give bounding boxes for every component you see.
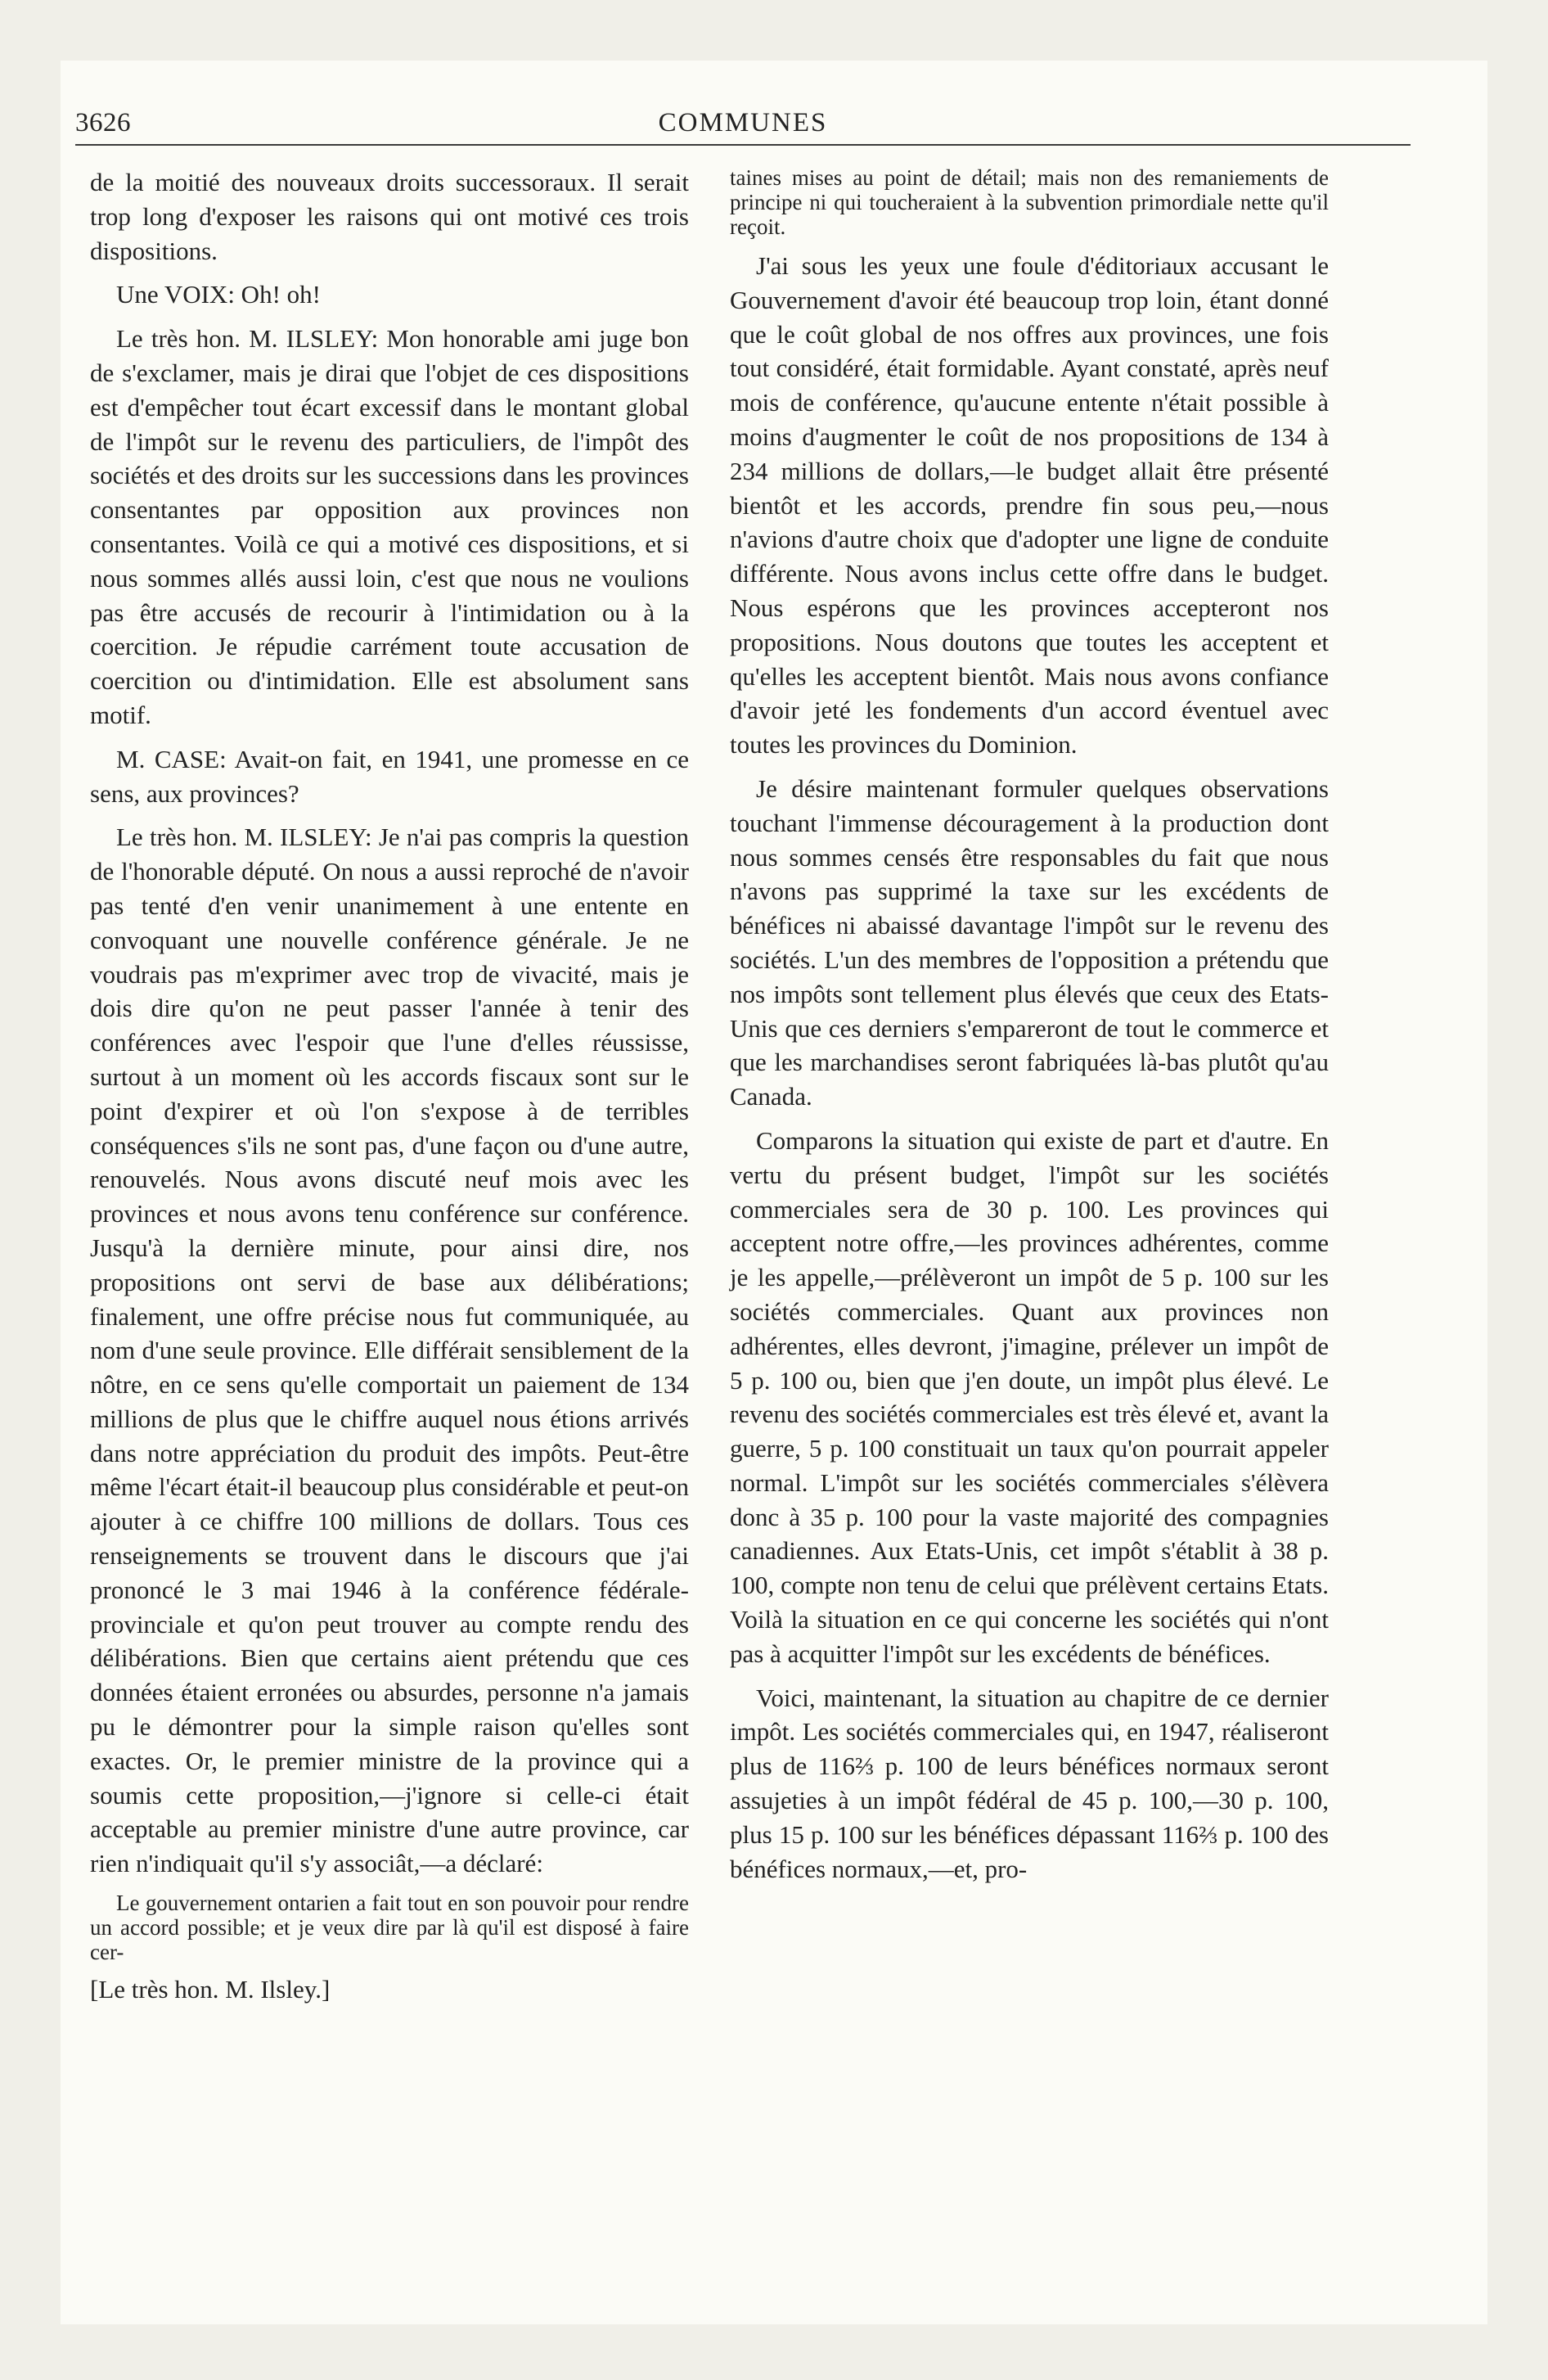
left-column — [90, 165, 689, 2007]
running-head: COMMUNES — [658, 108, 828, 137]
paragraph: Je désire maintenant formuler quelques observations touchant l'immense découragement à la production dont nous sommes censés être responsables du fait que nous n'avons pas supprimé la taxe sur les excédents de bénéfices ni abaissé davantage l'impôt sur le revenu des sociétés. L'un des membres de l'opposition a prétendu que nos impôts sont tellement plus élevés que ceux des Etats-Unis que ces derniers s'empareront de tout le commerce et que les marchandises seront fabriquées là-bas plutôt qu'au Canada. — [730, 773, 1329, 1111]
paragraph: Le très hon. M. ILSLEY: Mon honorable ami juge bon de s'exclamer, mais je dirai que l'objet de ces dispositions est d'empêcher tout écart excessif dans le montant global de l'impôt sur le revenu des particuliers, de l'impôt des sociétés et des droits sur les successions dans les provinces consentantes par opposition aux provinces non consentantes. Voilà ce qui a motivé ces dispositions, et si nous sommes allés aussi loin, c'est que nous ne voulions pas être accusés de recourir à l'intimidation ou à la coercition. Je répudie carrément toute accusation de coercition ou d'intimidation. Elle est absolument sans motif. — [90, 324, 689, 729]
speaker-attribution: [Le très hon. M. Ilsley.] — [90, 1975, 331, 2004]
right-column — [730, 165, 1329, 1886]
paragraph: de la moitié des nouveaux droits successoraux. Il serait trop long d'exposer les raisons qui ont motivé ces trois dispositions. — [90, 168, 689, 265]
page-number: 3626 — [75, 108, 131, 137]
paragraph: M. CASE: Avait-on fait, en 1941, une promesse en ce sens, aux provinces? — [90, 744, 689, 808]
paragraph: Comparons la situation qui existe de part et d'autre. En vertu du présent budget, l'impôt sur les sociétés commerciales sera de 30 p. 100. Les provinces qui acceptent notre offre,—les provinces adhérentes, comme je les appelle,—prélèveront un impôt de 5 p. 100 sur les sociétés commerciales. Quant aux provinces non adhérentes, elles devront, j'imagine, prélever un impôt de 5 p. 100 ou, bien que j'en doute, un impôt plus élevé. Le revenu des sociétés commerciales est très élevé et, avant la guerre, 5 p. 100 constituait un taux qu'on pourrait appeler normal. L'impôt sur les sociétés commerciales s'élèvera donc à 35 p. 100 pour la vaste majorité des compagnies canadiennes. Aux Etats-Unis, cet impôt s'établit à 38 p. 100, compte non tenu de celui que prélèvent certains Etats. Voilà la situation en ce qui concerne les sociétés qui n'ont pas à acquitter l'impôt sur les excédents de bénéfices. — [730, 1125, 1329, 1668]
paragraph: Le très hon. M. ILSLEY: Je n'ai pas compris la question de l'honorable député. On nous a aussi reproché de n'avoir pas tenté d'en venir unanimement à une entente en convoquant une nouvelle conférence générale. Je ne voudrais pas m'exprimer avec trop de vivacité, mais je dois dire qu'on ne peut passer l'année à tenir des conférences avec l'espoir que l'une d'elles réussisse, surtout à un moment où les accords fiscaux sont sur le point d'expirer et où l'on s'expose à de terribles conséquences s'ils ne sont pas, d'une façon ou d'une autre, renouvelés. Nous avons discuté neuf mois avec les provinces et nous avons tenu conférence sur conférence. Jusqu'à la dernière minute, pour ainsi dire, nos propositions ont servi de base aux délibérations; finalement, une offre précise nous fut communiquée, au nom d'une seule province. Elle différait sensiblement de la nôtre, en ce sens qu'elle comportait un paiement de 134 millions de plus que le chiffre auquel nous étions arrivés dans notre appréciation du produit des impôts. Peut-être même l'écart était-il beaucoup plus considérable et peut-on ajouter à ce chiffre 100 millions de dollars. Tous ces renseignements se trouvent dans le discours que j'ai prononcé le 3 mai 1946 à la conférence fédérale-provinciale et qu'on peut trouver au compte rendu des délibérations. Bien que certains aient prétendu que ces données étaient erronées ou absurdes, personne n'a jamais pu le démontrer pour la simple raison qu'elles sont exactes. Or, le premier ministre de la province qui a soumis cette proposition,—j'ignore si celle-ci était acceptable au premier ministre d'une autre province, car rien n'indiquait qu'il s'y associât,—a déclaré: — [90, 823, 689, 1878]
paragraph: Voici, maintenant, la situation au chapitre de ce dernier impôt. Les sociétés commerciales qui, en 1947, réaliseront plus de 116⅔ p. 100 de leurs bénéfices normaux seront assujeties à un impôt fédéral de 45 p. 100,—30 p. 100, plus 15 p. 100 sur les bénéfices dépassant 116⅔ p. 100 des bénéfices normaux,—et, pro- — [730, 1683, 1329, 1883]
page-header — [75, 100, 1411, 149]
paragraph: J'ai sous les yeux une foule d'éditoriaux accusant le Gouvernement d'avoir été beaucoup trop loin, étant donné que le coût global de nos offres aux provinces, une fois tout considéré, était formidable. Ayant constaté, après neuf mois de conférence, qu'aucune entente n'était possible à moins d'augmenter le coût de nos propositions de 134 à 234 millions de dollars,—le budget allait être présenté bientôt et les accords, prendre fin sous peu,—nous n'avions d'autre choix que d'adopter une ligne de conduite différente. Nous avons inclus cette offre dans le budget. Nous espérons que les provinces accepteront nos propositions. Nous doutons que toutes les acceptent et qu'elles les acceptent bientôt. Mais nous avons confiance d'avoir jeté les fondements d'un accord éventuel avec toutes les provinces du Dominion. — [730, 251, 1329, 760]
header-rule — [75, 144, 1411, 146]
block-quote: Le gouvernement ontarien a fait tout en son pouvoir pour rendre un accord possible; et je veux dire par là qu'il est disposé à faire cer- — [90, 1891, 689, 1965]
block-quote-continued: taines mises au point de détail; mais non des remaniements de principe ni qui toucheraient à la subvention primordiale nette qu'il reçoit. — [730, 165, 1329, 239]
paragraph: Une VOIX: Oh! oh! — [116, 280, 321, 309]
